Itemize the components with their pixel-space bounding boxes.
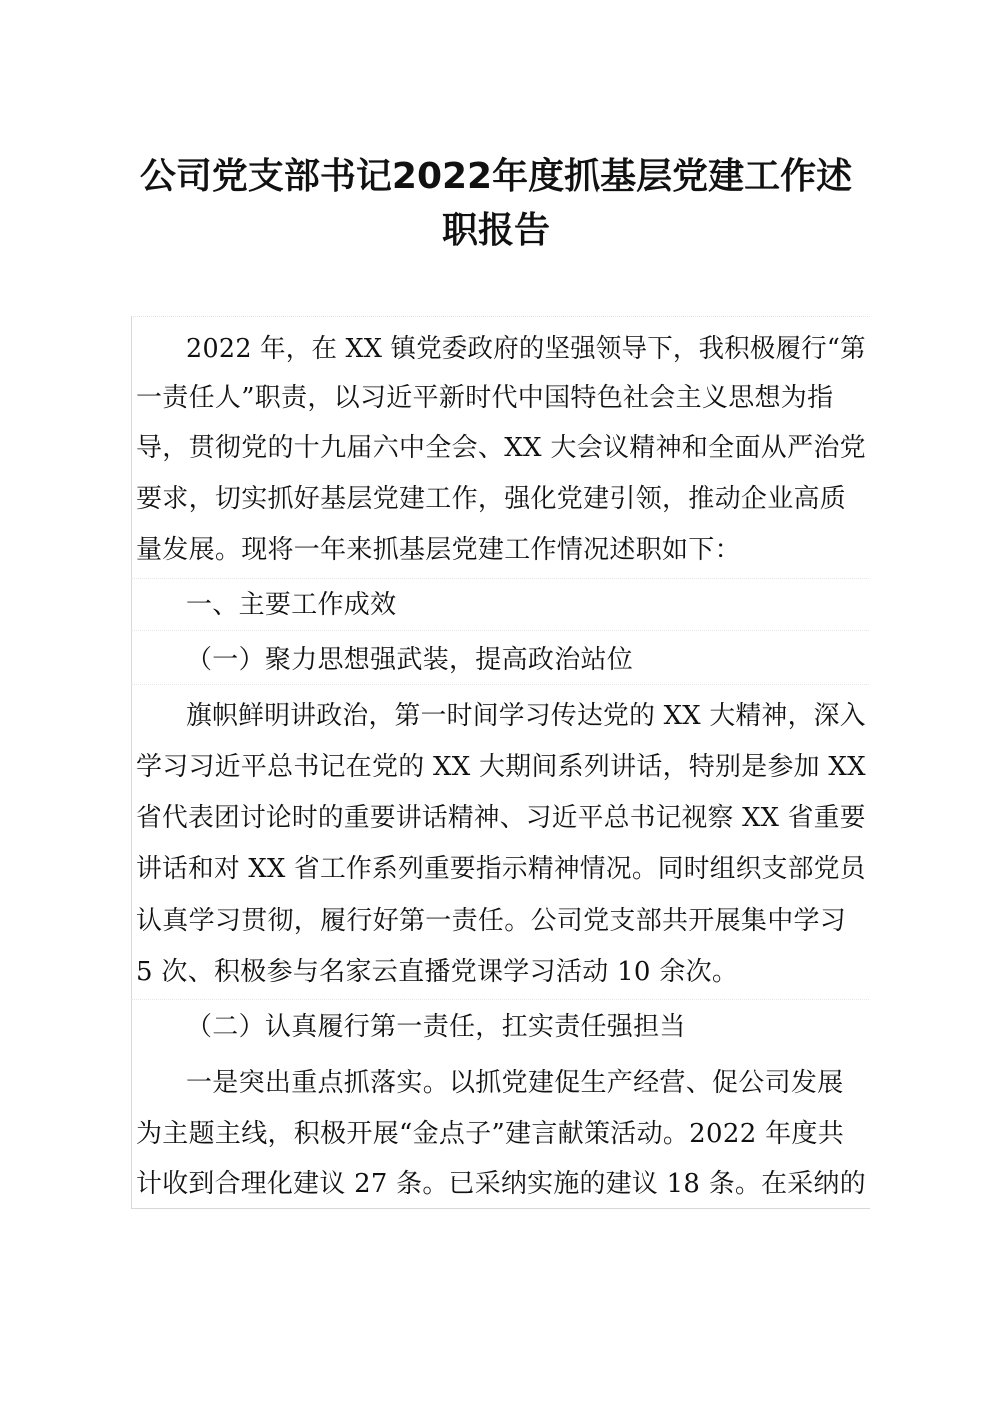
paragraph-line: 要求，切实抓好基层党建工作，强化党建引领，推动企业高质 xyxy=(136,484,847,514)
paragraph-line: 认真学习贯彻，履行好第一责任。公司党支部共开展集中学习 xyxy=(136,906,847,936)
paragraph-line: 省代表团讨论时的重要讲话精神、习近平总书记视察 XX 省重要 xyxy=(136,803,866,833)
section-separator xyxy=(131,578,869,579)
subsection-heading: （二）认真履行第一责任，扛实责任强担当 xyxy=(186,1012,686,1042)
section-heading: 一、主要工作成效 xyxy=(186,590,397,620)
title-line-2: 职报告 xyxy=(441,210,550,251)
section-separator xyxy=(131,684,869,685)
paragraph-line: 学习习近平总书记在党的 XX 大期间系列讲话，特别是参加 XX xyxy=(136,752,866,782)
paragraph-line: 导，贯彻党的十九届六中全会、XX 大会议精神和全面从严治党 xyxy=(136,433,866,463)
paragraph-line: 旗帜鲜明讲政治，第一时间学习传达党的 XX 大精神，深入 xyxy=(186,701,866,731)
subsection-heading: （一）聚力思想强武装，提高政治站位 xyxy=(186,645,634,675)
paragraph-line: 讲话和对 XX 省工作系列重要指示精神情况。同时组织支部党员 xyxy=(136,854,866,884)
paragraph-line: 为主题主线，积极开展“金点子”建言献策活动。2022 年度共 xyxy=(136,1119,845,1149)
paragraph-line: 一责任人”职责，以习近平新时代中国特色社会主义思想为指 xyxy=(136,383,834,413)
paragraph-line: 量发展。现将一年来抓基层党建工作情况述职如下： xyxy=(136,535,741,565)
section-separator xyxy=(131,630,869,631)
paragraph-line: 2022 年，在 XX 镇党委政府的坚强领导下，我积极履行“第 xyxy=(186,334,866,364)
document-title xyxy=(120,150,872,258)
paragraph-line: 5 次、积极参与名家云直播党课学习活动 10 余次。 xyxy=(136,957,739,987)
paragraph-line: 一是突出重点抓落实。以抓党建促生产经营、促公司发展 xyxy=(186,1068,844,1098)
paragraph-line: 计收到合理化建议 27 条。已采纳实施的建议 18 条。在采纳的 xyxy=(136,1169,866,1199)
section-separator xyxy=(131,999,869,1000)
title-line-1: 公司党支部书记2022年度抓基层党建工作述 xyxy=(139,156,853,197)
